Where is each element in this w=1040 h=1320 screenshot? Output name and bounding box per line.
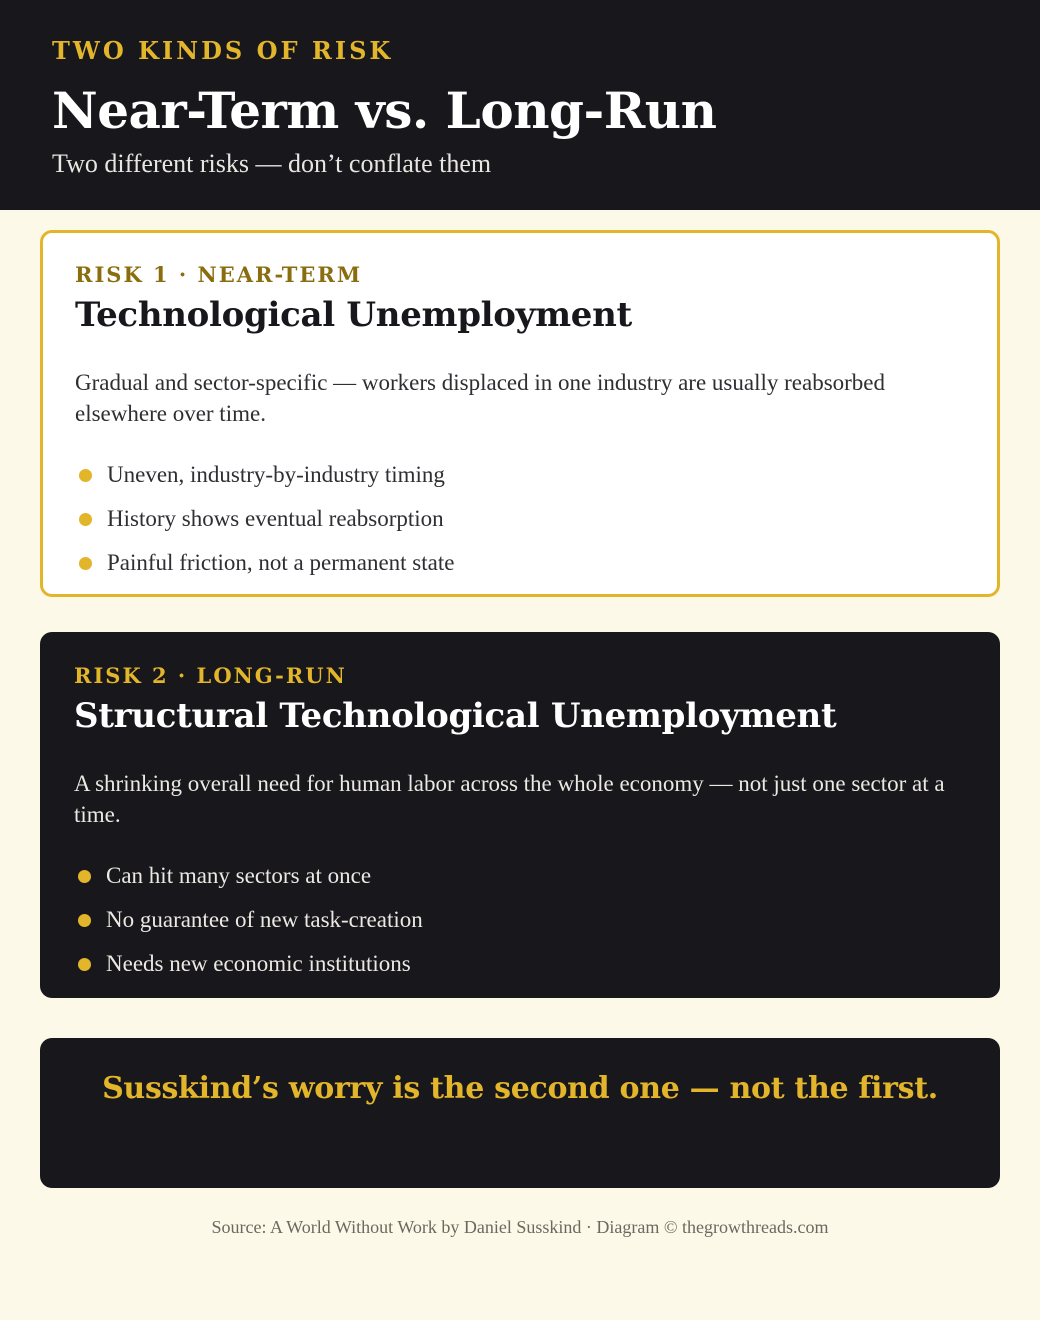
bullet-dot-icon [79,469,92,482]
eyebrow-label: TWO KINDS OF RISK [52,36,394,65]
list-item [75,453,965,497]
risk-2-tag: RISK 2 · LONG-RUN [74,663,347,688]
list-item [75,541,965,585]
bullet-text: Uneven, industry-by-industry timing [107,462,445,487]
bullet-dot-icon [78,958,91,971]
bullet-text: History shows eventual reabsorption [107,506,444,531]
header-banner [0,0,1040,210]
bullet-dot-icon [79,513,92,526]
risk-1-card [40,230,1000,597]
list-item [74,854,966,898]
bullet-text: No guarantee of new task-creation [106,907,423,932]
bullet-dot-icon [78,870,91,883]
bullet-text: Needs new economic institutions [106,951,411,976]
list-item [74,898,966,942]
source-footer: Source: A World Without Work by Daniel Susskind · Diagram © thegrowthreads.com [211,1217,829,1237]
risk-2-title: Structural Technological Unemployment [74,696,837,736]
bullet-text: Can hit many sectors at once [106,863,372,888]
risk-2-card [40,632,1000,998]
conclusion-callout [40,1038,1000,1188]
page-title: Near-Term vs. Long-Run [52,81,717,140]
bullet-text: Painful friction, not a permanent state [107,550,455,575]
page-subtitle: Two different risks — don’t conflate them [52,149,492,178]
risk-2-description: A shrinking overall need for human labor across the whole economy — not just one sector at a time. [74,771,945,827]
risk-2-bullet-list [74,854,966,986]
bullet-dot-icon [79,557,92,570]
risk-1-bullet-list [75,453,965,585]
list-item [74,942,966,986]
risk-1-description: Gradual and sector-specific — workers displaced in one industry are usually reabsorbed elsewhere over time. [75,370,886,426]
risk-1-title: Technological Unemployment [75,295,632,335]
list-item [75,497,965,541]
bullet-dot-icon [78,914,91,927]
risk-1-tag: RISK 1 · NEAR-TERM [75,262,363,287]
callout-text: Susskind’s worry is the second one — not the first. [102,1071,938,1106]
